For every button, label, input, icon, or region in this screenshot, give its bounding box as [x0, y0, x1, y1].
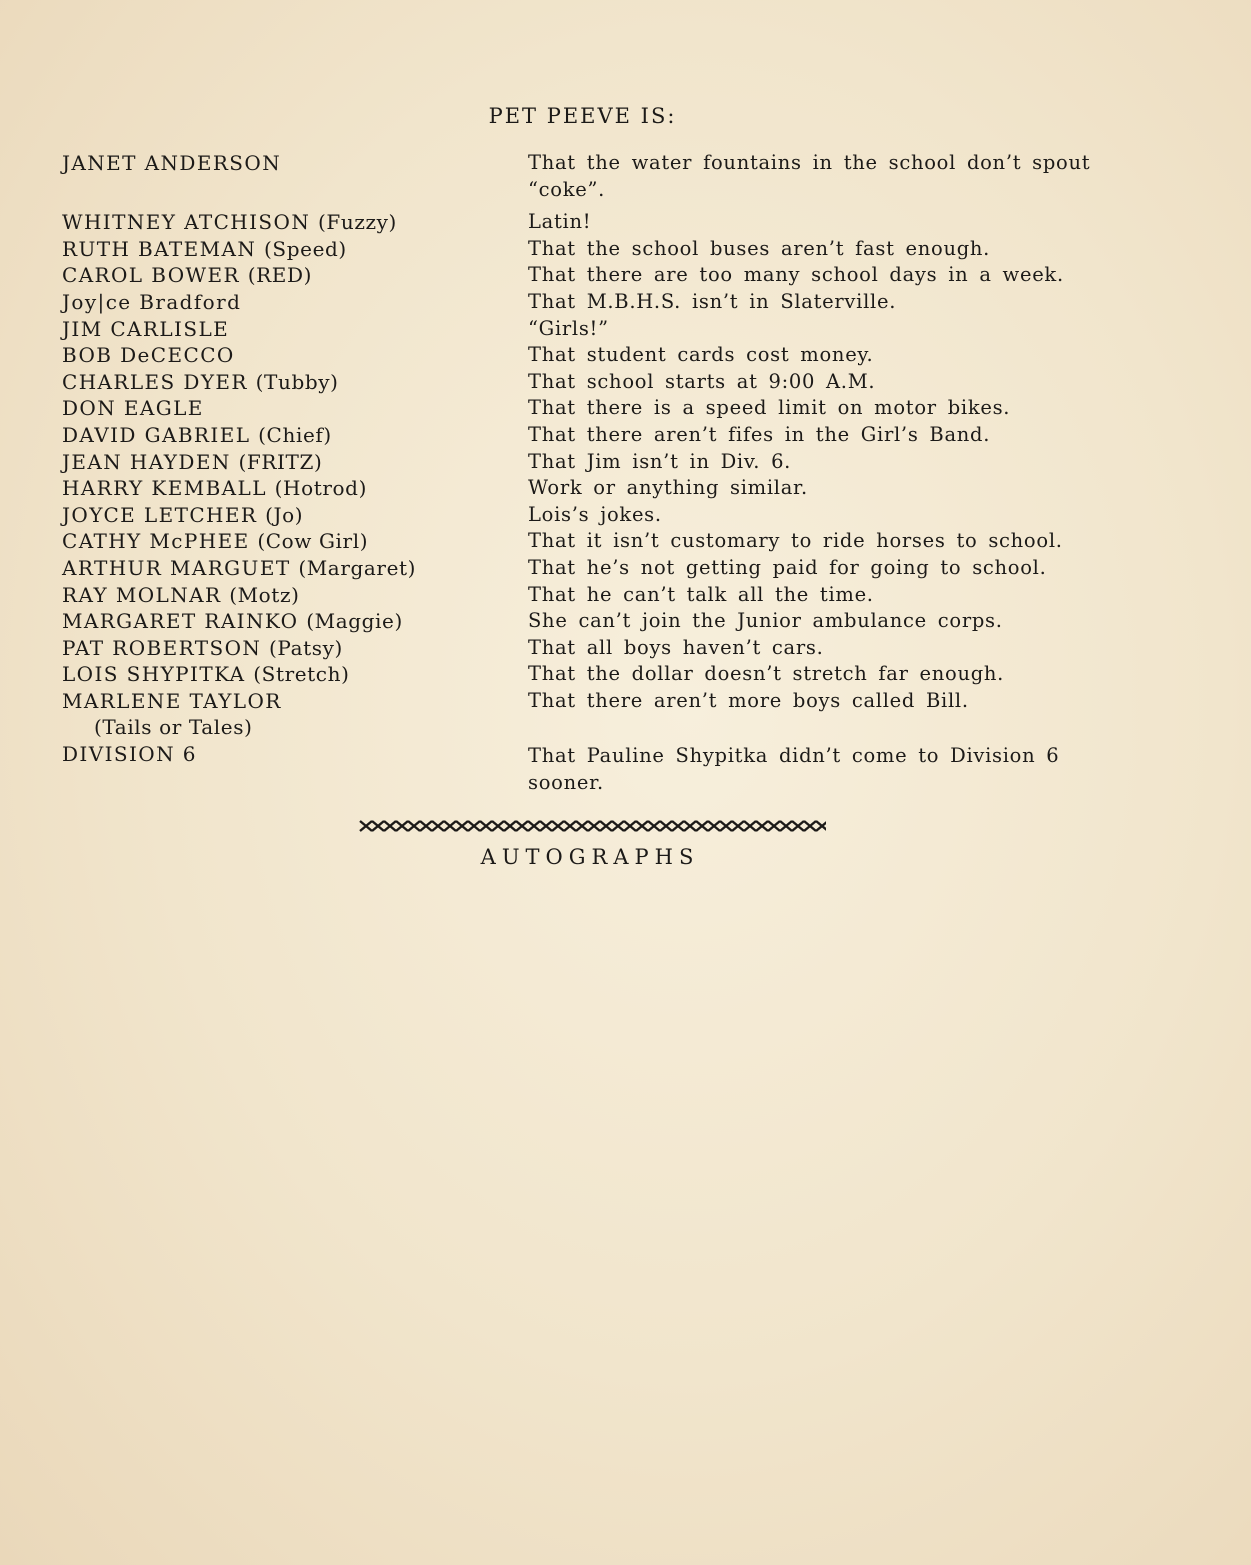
nickname: (Stretch): [253, 662, 350, 687]
divider-stitch: [480, 821, 492, 831]
section-heading: PET PEEVE IS:: [488, 104, 677, 128]
student-name: RUTH BATEMAN (Speed): [62, 236, 347, 261]
list-item: [62, 209, 1142, 236]
nickname: (FRITZ): [238, 449, 323, 474]
divider-stitch: [540, 821, 552, 831]
divider-stitch: [768, 821, 780, 831]
student-name: CAROL BOWER (RED): [62, 263, 312, 288]
student-name: ARTHUR MARGUET (Margaret): [62, 555, 417, 580]
nickname: (Motz): [229, 582, 300, 607]
student-name: LOIS SHYPITKA (Stretch): [62, 662, 350, 687]
list-item: [62, 422, 1142, 449]
list-item: [62, 608, 1142, 635]
pet-peeve: That there aren’t more boys called Bill.: [528, 688, 969, 712]
nickname: (Tails or Tales): [94, 715, 253, 740]
pet-peeve: That the school buses aren’t fast enough.: [528, 236, 991, 260]
student-name: JANET ANDERSON: [62, 151, 282, 175]
divider-stitch: [552, 821, 564, 831]
list-item: [62, 369, 1142, 396]
divider-stitch: [588, 821, 600, 831]
divider-stitch: [696, 821, 708, 831]
list-item: [62, 502, 1142, 529]
list-item: [62, 741, 1142, 796]
pet-peeve: That school starts at 9:00 A.M.: [528, 369, 876, 393]
divider-stitch: [648, 821, 660, 831]
pet-peeve: That he can’t talk all the time.: [528, 582, 874, 606]
student-name: PAT ROBERTSON (Patsy): [62, 635, 343, 660]
divider-stitch: [576, 821, 588, 831]
list-item: [62, 316, 1142, 343]
pet-peeve: Work or anything similar.: [528, 476, 808, 500]
divider-stitch: [684, 821, 696, 831]
student-name: WHITNEY ATCHISON (Fuzzy): [62, 210, 397, 235]
student-name: DAVID GABRIEL (Chief): [62, 422, 332, 447]
list-item: [62, 342, 1142, 369]
divider-stitch: [600, 821, 612, 831]
student-name: RAY MOLNAR (Motz): [62, 582, 300, 607]
divider-stitch: [516, 821, 528, 831]
divider-stitch: [612, 821, 624, 831]
nickname: (Tubby): [255, 369, 339, 394]
nickname: (Chief): [258, 422, 332, 447]
divider-stitch: [732, 821, 744, 831]
pet-peeve: That Pauline Shypitka didn’t come to Division 6 sooner.: [528, 744, 1060, 794]
list-item: [62, 582, 1142, 609]
list-item: [62, 528, 1142, 555]
pet-peeve: That there aren’t fifes in the Girl’s Band.: [528, 422, 991, 446]
divider-stitch: [360, 821, 372, 831]
nickname: (Patsy): [269, 635, 343, 660]
list-item: [62, 150, 1142, 203]
nickname: (Fuzzy): [318, 210, 397, 235]
student-name: HARRY KEMBALL (Hotrod): [62, 476, 367, 501]
nickname: (Hotrod): [274, 476, 367, 501]
student-name: CHARLES DYER (Tubby): [62, 369, 339, 394]
student-name: BOB DeCECCO: [62, 343, 235, 368]
pet-peeve: Lois’s jokes.: [528, 502, 662, 526]
nickname: (RED): [247, 263, 312, 288]
pet-peeve: That the dollar doesn’t stretch far enough.: [528, 662, 1005, 686]
divider-stitch: [468, 821, 480, 831]
pet-peeve: That student cards cost money.: [528, 343, 874, 367]
divider-stitch: [744, 821, 756, 831]
nickname: (Maggie): [306, 609, 403, 634]
divider-stitch: [804, 821, 816, 831]
divider-stitch: [420, 821, 432, 831]
divider-stitch: [456, 821, 468, 831]
student-name: MARLENE TAYLOR (Tails or Tales): [62, 688, 528, 741]
divider-stitch: [384, 821, 396, 831]
student-name: JOYCE LETCHER (Jo): [62, 502, 304, 527]
student-name: CATHY McPHEE (Cow Girl): [62, 529, 369, 554]
autographs-heading: AUTOGRAPHS: [480, 845, 700, 869]
list-item: [62, 236, 1142, 263]
pet-peeve: That he’s not getting paid for going to school.: [528, 555, 1047, 579]
pet-peeve: That all boys haven’t cars.: [528, 635, 824, 659]
student-name: JEAN HAYDEN (FRITZ): [62, 449, 323, 474]
divider-stitch: [708, 821, 720, 831]
divider-stitch: [660, 821, 672, 831]
pet-peeve: She can’t join the Junior ambulance corps.: [528, 609, 1003, 633]
divider-stitch: [372, 821, 384, 831]
list-item: [62, 688, 1142, 741]
student-name: MARGARET RAINKO (Maggie): [62, 609, 403, 634]
divider-stitch: [756, 821, 768, 831]
divider-stitch: [492, 821, 504, 831]
divider-stitch: [504, 821, 516, 831]
divider-stitch: [624, 821, 636, 831]
pet-peeve-list: [62, 150, 1142, 796]
list-item: [62, 475, 1142, 502]
nickname: (Margaret): [298, 555, 417, 580]
pet-peeve: That there is a speed limit on motor bikes.: [528, 396, 1011, 420]
list-item: [62, 449, 1142, 476]
nickname: (Speed): [264, 236, 347, 261]
divider-pattern: [358, 818, 826, 834]
divider-stitch: [792, 821, 804, 831]
list-item: [62, 635, 1142, 662]
divider-stitch: [408, 821, 420, 831]
divider-stitch: [396, 821, 408, 831]
nickname: (Jo): [265, 502, 304, 527]
ornamental-divider: [358, 818, 826, 834]
pet-peeve: That M.B.H.S. isn’t in Slaterville.: [528, 289, 897, 313]
list-item: [62, 395, 1142, 422]
divider-stitch: [780, 821, 792, 831]
list-item: [62, 661, 1142, 688]
pet-peeve: That the water fountains in the school don’t spout “coke”.: [528, 151, 1091, 201]
nickname: (Cow Girl): [257, 529, 369, 554]
student-name: DON EAGLE: [62, 396, 204, 421]
divider-stitch: [672, 821, 684, 831]
divider-stitch: [564, 821, 576, 831]
pet-peeve: That Jim isn’t in Div. 6.: [528, 449, 792, 473]
divider-stitch: [636, 821, 648, 831]
student-name: Joy|ce Bradford: [62, 289, 242, 314]
pet-peeve: “Girls!”: [528, 316, 609, 340]
pet-peeve: Latin!: [528, 210, 592, 234]
list-item: [62, 289, 1142, 316]
pet-peeve: That there are too many school days in a week.: [528, 263, 1064, 287]
divider-stitch: [720, 821, 732, 831]
divider-stitch: [528, 821, 540, 831]
list-item: [62, 262, 1142, 289]
student-name: DIVISION 6: [62, 742, 197, 767]
divider-stitch: [432, 821, 444, 831]
divider-stitch: [444, 821, 456, 831]
divider-stitch: [816, 821, 826, 831]
student-name: JIM CARLISLE: [62, 316, 230, 341]
list-item: [62, 555, 1142, 582]
pet-peeve: That it isn’t customary to ride horses to school.: [528, 529, 1063, 553]
